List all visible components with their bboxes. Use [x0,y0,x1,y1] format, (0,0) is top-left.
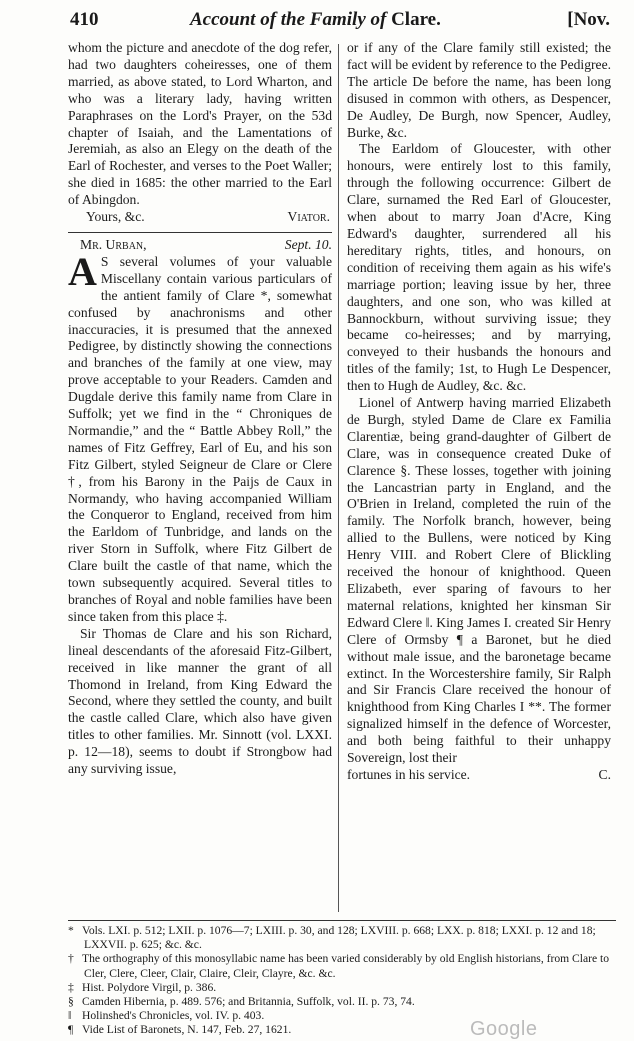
footnote-symbol: † [68,952,74,966]
footnote-symbol: ‡ [68,980,74,994]
footnote [68,924,616,952]
footnote [68,995,616,1009]
letter-addressee: Mr. Urban, [80,236,147,252]
left-column [68,40,332,778]
footnote-text: Camden Hibernia, p. 489. 576; and Britannia, Suffolk, vol. II. p. 73, 74. [82,995,415,1009]
signoff-yours: Yours, &c. [86,209,145,225]
article-separator [68,232,332,233]
footnote-text: Holinshed's Chronicles, vol. IV. p. 403. [82,1009,265,1023]
right-paragraph-1: or if any of the Clare family still existed; the fact will be evident by reference to the Pedigree. The article De before the name, has been long disused in common with others, as Despencer, De Audley, De Burgh, now Spencer, Audley, Burke, &c. [347,40,611,140]
footnote [68,952,616,980]
right-paragraph-3-end [347,767,611,784]
letter-signoff [68,209,332,226]
left-paragraph-3: Sir Thomas de Clare and his son Richard, lineal descendants of the aforesaid Fitz-Gilbert, received in like manner the grant of all Thomond in Ireland, from King Edward the Second, where they settled the county, and built the castle called Clare, which also have given titles to other families. Mr. Sinnott (vol. LXXI. p. 12—18), seems to doubt if Strongbow had any surviving issue, [68,625,332,777]
right-paragraph-3-last-line: fortunes in his service. [347,766,471,782]
footnote-text: Vols. LXI. p. 512; LXII. p. 1076—7; LXIII. p. 30, and 128; LXVIII. p. 668; LXX. p. 818; LXXI. p. 12 and 18; LXXVII. p. 625; &c. &c. [82,924,596,952]
right-column [347,40,611,784]
footnote-text: Vide List of Baronets, N. 147, Feb. 27, 1621. [82,1023,292,1037]
left-paragraph-2-text: S several volumes of your valuable Miscellany contain various particulars of the antient family of Clare *, somewhat confused by anachronisms and other inaccuracies, it is presumed that the annexed Pedigree, by distinctly showing the connections and branches of the family at one view, may prove acceptable to your Readers. Camden and Dugdale derive this family name from Clare in Suffolk; yet we find in the “ Chroniques de Normandie,” and the “ Battle Abbey Roll,” the names of Fitz Geffrey, Earl of Eu, and his son Fitz Gilbert, styled Seigneur de Clare or Clere †, from his Barony in the Paijs de Caux in Normandy, who having accompanied William the Conqueror to England, received from him the Earldom of Tunbridge, and lands on the river Storn in Suffolk, where Fitz Gilbert de Clare built the castle of that name, which the town subsequently acquired. Several titles to branches of Royal and noble families have been since taken from this place ‡. [68,253,332,624]
running-header [70,6,610,34]
left-paragraph-2 [68,248,332,626]
google-watermark: Google [470,1018,538,1040]
letter-heading [68,237,332,254]
page-number: 410 [70,9,99,30]
footnote [68,981,616,995]
footnote-symbol: § [68,995,74,1009]
footnote-symbol: * [68,924,74,937]
issue-month: [Nov. [567,9,610,30]
running-title-text: Account of the Family of [190,9,387,30]
drop-cap: A [68,248,97,294]
letter-date: Sept. 10. [284,236,332,252]
signoff-name: Viator. [287,209,330,225]
running-title [190,6,441,34]
footnote-symbol: ‖ [68,1009,72,1023]
footnote-text: Hist. Polydore Virgil, p. 386. [82,980,217,994]
article-signature: C. [598,766,611,782]
right-paragraph-2: The Earldom of Gloucester, with other honours, were entirely lost to this family, through the following occurrence: Gilbert de Clare, surnamed the Red Earl of Gloucester, when about to marry Joan d'Acre, King Edward's daughter, surrendered all his hereditary rights, titles, and honours, on condition of receiving them again as his wife's marriage portion; leaving issue by her, three daughters, and one son, who was killed at Bannockburn, without surviving issue; they became co-heiresses; and by marrying, conveyed to their husbands the honours and titles of the family; 1st, to Hugh Le Despencer, then to Hugh de Audley, &c. &c. [347,141,611,394]
column-divider [338,44,339,912]
left-paragraph-1: whom the picture and anecdote of the dog refer, had two daughters coheiresses, one of them married, as above stated, to Lord Wharton, and who was a literary lady, having written Paraphrases on the Lord's Prayer, on the 53d chapter of Isaiah, and the Lamentations of Jeremiah, as also an Elegy on the death of the Earl of Rochester, and verses to the Poet Waller; she died in 1685: the other married to the Earl of Abingdon. [68,40,332,208]
running-title-name: Clare. [391,9,441,30]
footnote-symbol: ¶ [68,1023,74,1037]
right-paragraph-3: Lionel of Antwerp having married Elizabeth de Burgh, styled Dame de Clare ex Familia Clarentiæ, being grand-daughter of Gilbert de Clare, was in consequence created Duke of Clarence §. These losses, together with joining the Lancastrian party in England, and the O'Brien in Ireland, completed the ruin of the family. The Norfolk branch, however, being allied to the Bullens, were noticed by King Henry VIII. and Robert Clere of Blickling received the honour of knighthood. Queen Elizabeth, ever sparing of favours to her maternal relations, knighted her kinsman Sir Edward Clere ‖. King James I. created Sir Henry Clere of Ormsby ¶ a Baronet, but he died without male issue, and the baronetage became extinct. In the Worcestershire family, Sir Ralph and Sir Francis Clare received the honour of knighthood from King Charles I **. The former signalized himself in the defence of Worcester, and both being faithful to their unhappy Sovereign, lost their [347,395,611,766]
footnote-text: The orthography of this monosyllabic name has been varied considerably by old English historians, from Clare to Cler, Clere, Cleer, Clair, Claire, Cleir, Clayre, &c. &c. [82,952,610,980]
